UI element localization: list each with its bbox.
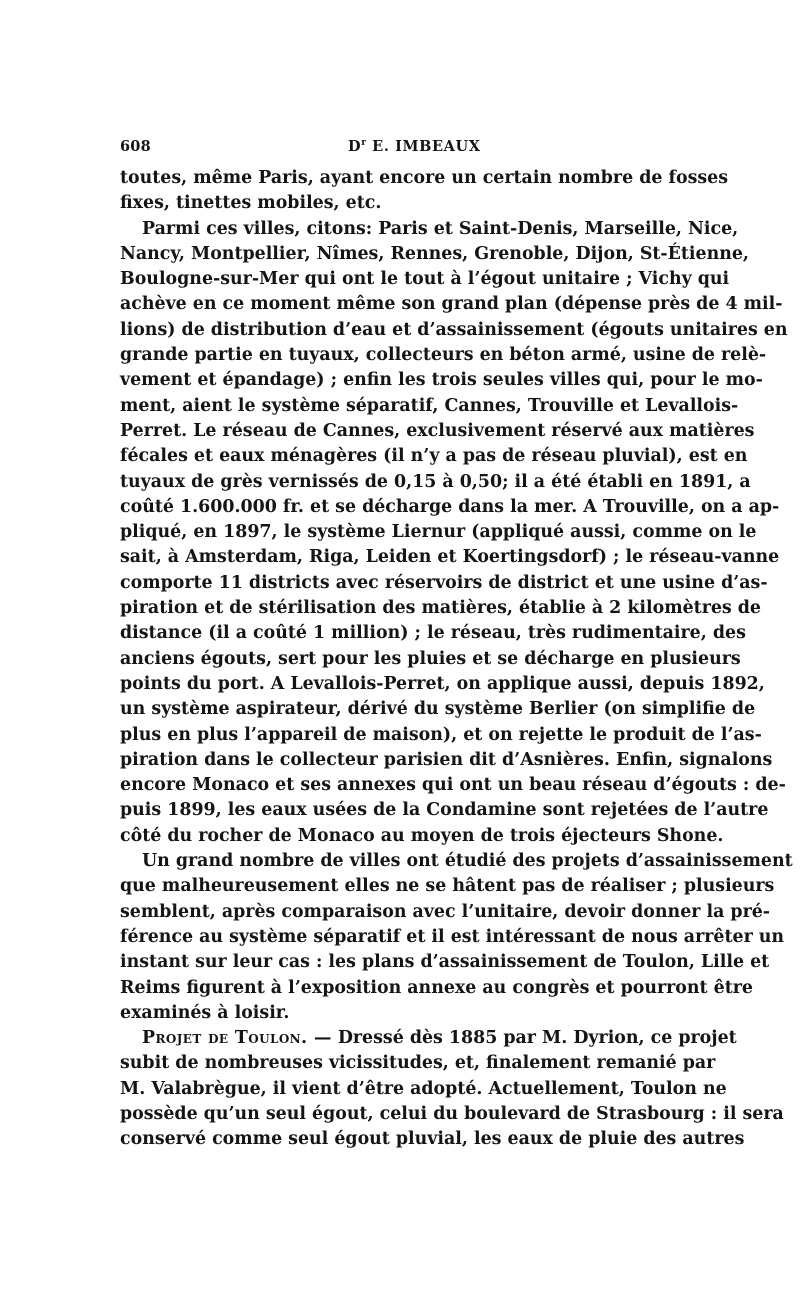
text-line-with-heading [120, 1026, 737, 1051]
section-heading: Projet de Toulon. — [142, 1028, 332, 1049]
page-number: 608 [120, 138, 151, 155]
text-line: férence au système séparatif et il est intéressant de nous arrêter un [120, 926, 785, 947]
text-line: Dressé dès 1885 par M. Dyrion, ce projet [337, 1028, 737, 1049]
text-line: anciens égouts, sert pour les pluies et se décharge en plusieurs [120, 648, 741, 669]
text-line: fécales et eaux ménagères (il n’y a pas de réseau pluvial), est en [120, 446, 748, 467]
text-line: points du port. A Levallois-Perret, on applique aussi, depuis 1892, [120, 673, 765, 694]
text-line: puis 1899, les eaux usées de la Condamine sont rejetées de l’autre [120, 800, 769, 821]
text-line: un système aspirateur, dérivé du système Berlier (on simplifie de [120, 699, 756, 720]
text-line: achève en ce moment même son grand plan (dépense près de 4 mil- [120, 294, 783, 315]
text-line: distance (il a coûté 1 million) ; le réseau, très rudimentaire, des [120, 623, 746, 644]
text-line: possède qu’un seul égout, celui du boulevard de Strasbourg : il sera [120, 1103, 784, 1124]
text-line: examinés à loisir. [120, 1002, 290, 1023]
text-line: vement et épandage) ; enfin les trois seules villes qui, pour le mo- [120, 370, 763, 391]
page-header [120, 138, 690, 162]
text-line: Boulogne-sur-Mer qui ont le tout à l’égout unitaire ; Vichy qui [120, 269, 730, 290]
text-line: sait, à Amsterdam, Riga, Leiden et Koertingsdorf) ; le réseau-vanne [120, 547, 780, 568]
text-line: plus en plus l’appareil de maison), et on rejette le produit de l’as- [120, 724, 762, 745]
text-line: Reims figurent à l’exposition annexe au congrès et pourront être [120, 977, 753, 998]
text-line: piration et de stérilisation des matières, établie à 2 kilomètres de [120, 598, 761, 619]
text-line: Nancy, Montpellier, Nîmes, Rennes, Grenoble, Dijon, St-Étienne, [120, 243, 749, 264]
text-line: pliqué, en 1897, le système Liernur (appliqué aussi, comme on le [120, 522, 757, 543]
text-line: tuyaux de grès vernissés de 0,15 à 0,50; il a été établi en 1891, a [120, 471, 751, 492]
text-line: M. Valabrègue, il vient d’être adopté. Actuellement, Toulon ne [120, 1078, 727, 1099]
text-line: côté du rocher de Monaco au moyen de trois éjecteurs Shone. [120, 825, 724, 846]
text-line: toutes, même Paris, ayant encore un certain nombre de fosses [120, 168, 729, 188]
text-line: semblent, après comparaison avec l’unitaire, devoir donner la pré- [120, 901, 771, 922]
text-line: que malheureusement elles ne se hâtent pas de réaliser ; plusieurs [120, 876, 775, 897]
text-line: subit de nombreuses vicissitudes, et, finalement remanié par [120, 1053, 716, 1074]
text-line: encore Monaco et ses annexes qui ont un beau réseau d’égouts : de- [120, 775, 786, 796]
text-line: ment, aient le système séparatif, Cannes, Trouville et Levallois- [120, 395, 739, 416]
body-text [120, 166, 793, 1153]
text-line: grande partie en tuyaux, collecteurs en béton armé, usine de relè- [120, 345, 767, 366]
text-line: piration dans le collecteur parisien dit d’Asnières. Enfin, signalons [120, 749, 773, 770]
text-line: comporte 11 districts avec réservoirs de district et une usine d’as- [120, 572, 768, 593]
text-line: coûté 1.600.000 fr. et se décharge dans la mer. A Trouville, on a ap- [120, 496, 780, 517]
running-head: $D^r$ E. IMBEAUX [348, 138, 481, 155]
text-line: conservé comme seul égout pluvial, les eaux de pluie des autres [120, 1129, 745, 1150]
text-line: fixes, tinettes mobiles, etc. [120, 193, 382, 214]
text-line: instant sur leur cas : les plans d’assainissement de Toulon, Lille et [120, 952, 770, 973]
text-line: Parmi ces villes, citons: Paris et Saint-Denis, Marseille, Nice, [142, 218, 739, 239]
text-line: Perret. Le réseau de Cannes, exclusivement réservé aux matières [120, 420, 755, 441]
text-line: Un grand nombre de villes ont étudié des projets d’assainissement [142, 851, 793, 872]
text-line: lions) de distribution d’eau et d’assainissement (égouts unitaires en [120, 319, 788, 340]
